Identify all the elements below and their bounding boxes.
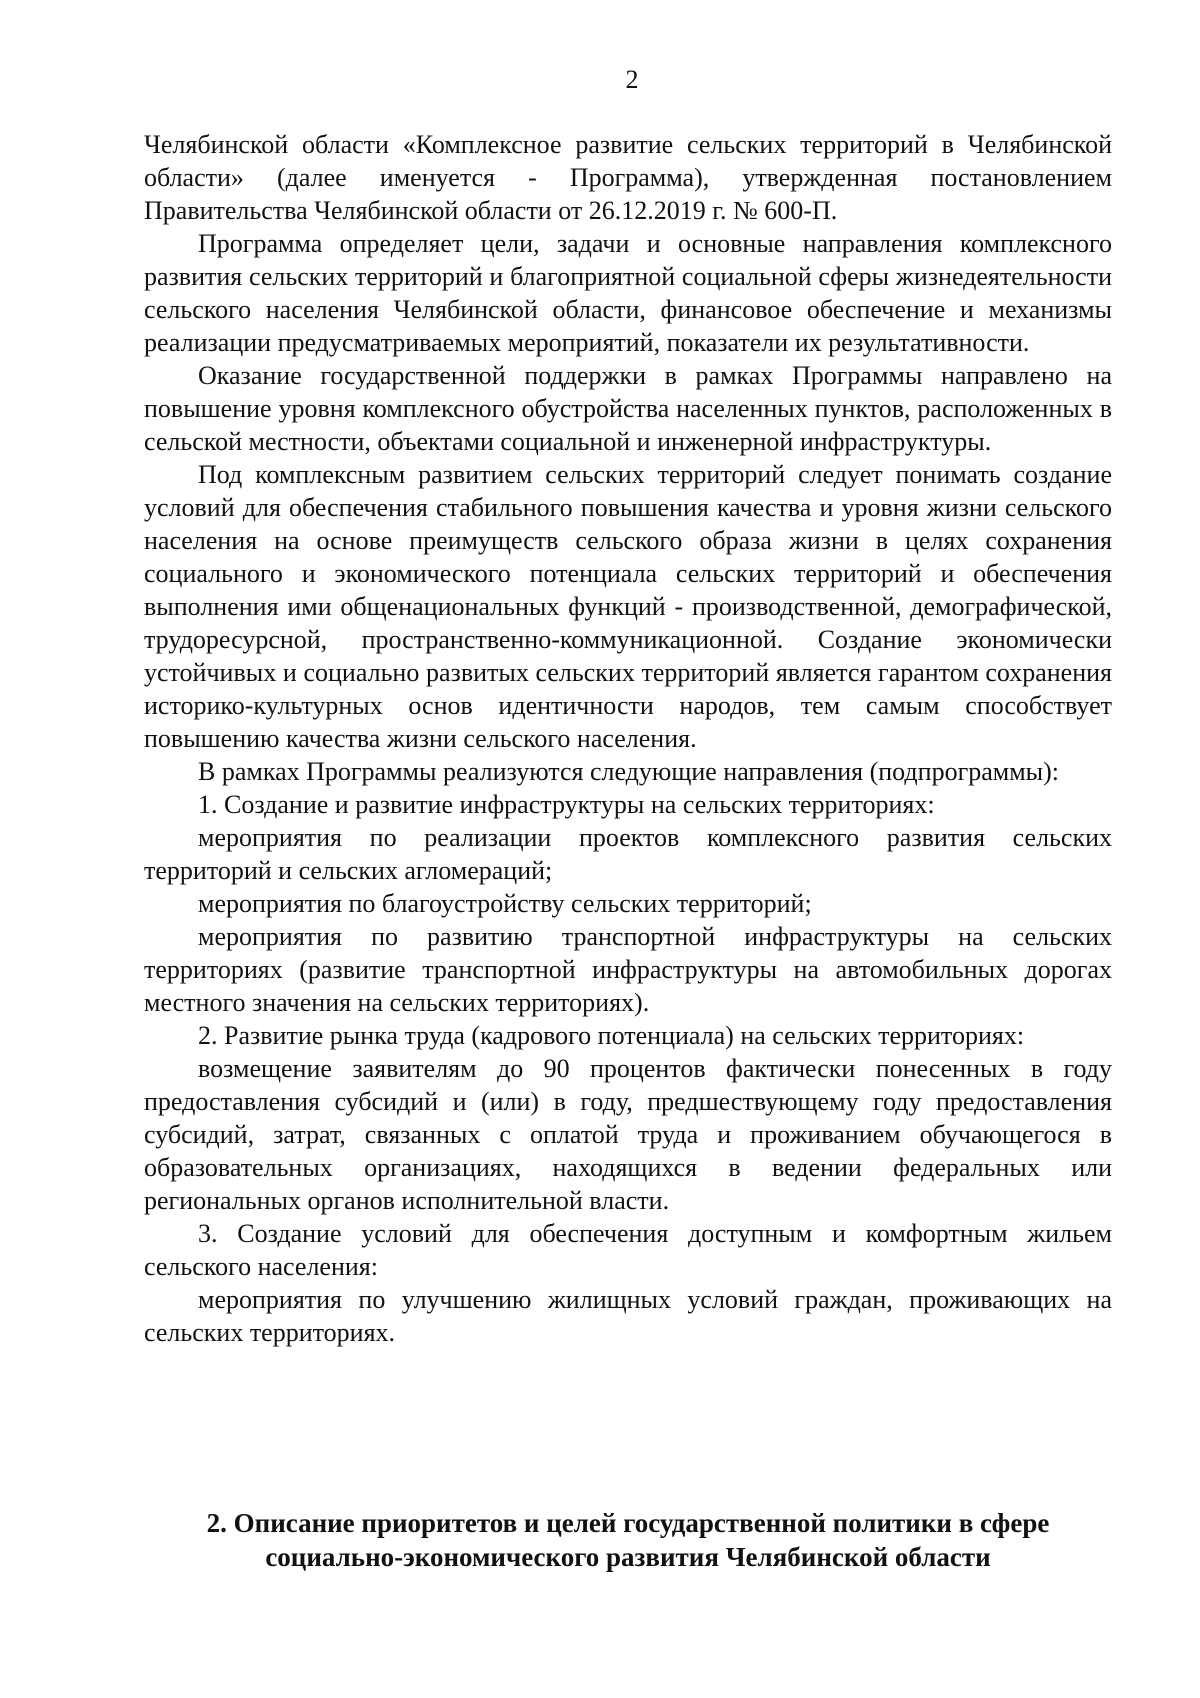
list-item: возмещение заявителям до 90 процентов фактически понесенных в году предоставления субсидий и (или) в году, предшествующему году предоставления субсидий, затрат, связанных с оплатой труда и проживанием обучающегося в образовательных организациях, находящихся в ведении федеральных или региональных органов исполнительной власти. <box>144 1054 1112 1215</box>
paragraph: Оказание государственной поддержки в рамках Программы направлено на повышение уровня комплексного обустройства населенных пунктов, расположенных в сельской местности, объектами социальной и инженерной инфраструктуры. <box>144 361 1112 456</box>
section-title: 2. Описание приоритетов и целей государственной политики в сфере социально-экономического развития Челябинской области <box>206 1508 1050 1572</box>
paragraph: Под комплексным развитием сельских территорий следует понимать создание условий для обеспечения стабильного повышения качества и уровня жизни сельского населения на основе преимуществ сельского образа жизни в целях сохранения социального и экономического потенциала сельских территорий и обеспечения выполнения ими общенациональных функций - производственной, демографической, трудоресурсной, пространственно-коммуникационной. Создание экономически устойчивых и социально развитых сельских территорий является гарантом сохранения историко-культурных основ идентичности народов, тем самым способствует повышению качества жизни сельского населения. <box>144 460 1112 753</box>
paragraph: Программа определяет цели, задачи и основные направления комплексного развития сельских территорий и благоприятной социальной сферы жизнедеятельности сельского населения Челябинской области, финансовое обеспечение и механизмы реализации предусматриваемых мероприятий, показатели их результативности. <box>144 229 1112 357</box>
list-item: мероприятия по развитию транспортной инфраструктуры на сельских территориях (развитие транспортной инфраструктуры на автомобильных дорогах местного значения на сельских территориях). <box>144 922 1112 1017</box>
paragraph: В рамках Программы реализуются следующие направления (подпрограммы): <box>198 757 1060 786</box>
list-item: мероприятия по реализации проектов комплексного развития сельских территорий и сельских агломераций; <box>144 823 1112 885</box>
list-item: мероприятия по благоустройству сельских территорий; <box>198 889 812 918</box>
body-text <box>144 128 1112 1349</box>
list-item: мероприятия по улучшению жилищных условий граждан, проживающих на сельских территориях. <box>144 1285 1112 1347</box>
list-heading: 2. Развитие рынка труда (кадрового потенциала) на сельских территориях: <box>198 1021 1025 1050</box>
list-heading: 1. Создание и развитие инфраструктуры на сельских территориях: <box>198 790 935 819</box>
page-number: 2 <box>625 65 639 94</box>
list-heading: 3. Создание условий для обеспечения доступным и комфортным жильем сельского населения: <box>144 1219 1112 1281</box>
paragraph: Челябинской области «Комплексное развитие сельских территорий в Челябинской области» (далее именуется - Программа), утвержденная постановлением Правительства Челябинской области от 26.12.2019 г. № 600-П. <box>144 130 1112 225</box>
